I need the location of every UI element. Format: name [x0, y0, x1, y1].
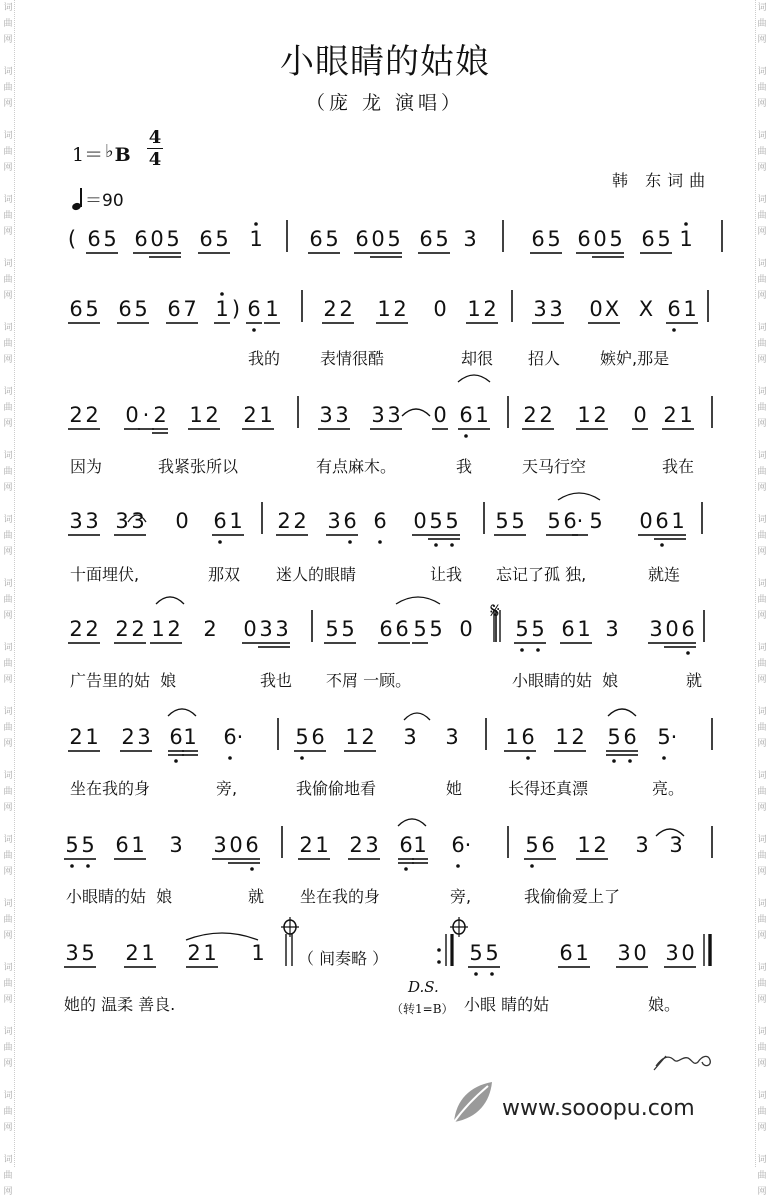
- score-note: 0: [633, 403, 647, 427]
- score-note: 6: [667, 297, 681, 321]
- slur: [404, 713, 430, 720]
- score-note: 2: [243, 403, 257, 427]
- score-note: 2: [593, 833, 607, 857]
- flat-sign: ♭: [105, 141, 114, 162]
- lyric: 我偷偷爱上了: [524, 887, 621, 906]
- score-note: 6: [87, 227, 101, 251]
- score-note: 1: [183, 725, 197, 749]
- score-note: 5: [495, 509, 509, 533]
- lyric: 十面埋伏,: [70, 565, 140, 584]
- lyric: 她: [446, 779, 463, 798]
- key-note: B: [114, 144, 131, 166]
- lyric: 我: [456, 457, 473, 476]
- lyric: 不屑 一顾。: [326, 671, 412, 690]
- lyric: 她的 温柔 善良.: [64, 995, 176, 1014]
- score-note: 3: [605, 617, 619, 641]
- lyric: 旁,: [450, 887, 472, 906]
- score-note: 5: [166, 227, 180, 251]
- slur: [402, 409, 430, 416]
- score-note: 1: [679, 403, 693, 427]
- lyric: 小眼睛的姑 娘: [512, 671, 619, 690]
- octave-dot: [526, 756, 530, 760]
- performer-line: （庞 龙 演唱）: [305, 92, 465, 114]
- score-note: 2: [361, 725, 375, 749]
- score-note: 2: [69, 617, 83, 641]
- score-note: 0: [589, 297, 603, 321]
- octave-dot: [70, 864, 74, 868]
- score-note: 2: [121, 725, 135, 749]
- lyric: 迷人的眼睛: [276, 565, 357, 584]
- score-note: 3: [327, 509, 341, 533]
- score-note: 2: [323, 297, 337, 321]
- score-note: 3: [275, 617, 289, 641]
- score-note: 6: [655, 509, 669, 533]
- score-note: ): [231, 297, 241, 321]
- octave-dot: [220, 292, 224, 296]
- interlude-note: （ 间奏略 ）: [298, 949, 389, 968]
- score-note: 6: [343, 509, 357, 533]
- lyric: 就: [686, 671, 703, 690]
- octave-dot: [86, 864, 90, 868]
- octave-dot: [464, 434, 468, 438]
- score-note: 3: [617, 941, 631, 965]
- score-note: 5: [341, 617, 355, 641]
- score-note: 2: [167, 617, 181, 641]
- score-note: 1: [577, 403, 591, 427]
- score-note: 6: [531, 227, 545, 251]
- score-note: 1: [505, 725, 519, 749]
- tempo-value: ＝90: [85, 191, 124, 211]
- dal-segno-label: D.S.: [408, 978, 439, 996]
- score-note: 2: [539, 403, 553, 427]
- score-note: 3: [445, 725, 459, 749]
- score-note: 1: [203, 941, 217, 965]
- score-note: 6: [118, 297, 132, 321]
- score-note: 2: [153, 403, 167, 427]
- score-note: 0: [681, 941, 695, 965]
- lyric: 旁,: [216, 779, 238, 798]
- score-note: 6: [373, 509, 387, 533]
- score-note: 3: [169, 833, 183, 857]
- score-note: 5: [515, 617, 529, 641]
- lyric: 我偷偷地看: [296, 779, 377, 798]
- octave-dot: [612, 759, 616, 763]
- score-note: 2: [339, 297, 353, 321]
- score-note: 1: [131, 833, 145, 857]
- score-note: 3: [387, 403, 401, 427]
- key-prefix: 1＝: [72, 144, 104, 166]
- octave-dot: [404, 867, 408, 871]
- score-note: 1: [467, 297, 481, 321]
- score-note: 2: [69, 403, 83, 427]
- score-note: 5: [103, 227, 117, 251]
- score-note: 0: [413, 509, 427, 533]
- octave-dot: [490, 972, 494, 976]
- lyric: 却很: [461, 349, 494, 368]
- score-note: 6: [563, 509, 577, 533]
- score-note: 2: [571, 725, 585, 749]
- score-note: 5: [485, 941, 499, 965]
- score-note: 5: [525, 833, 539, 857]
- score-note: 3: [85, 509, 99, 533]
- score-note: 2: [523, 403, 537, 427]
- score-note: 6: [167, 297, 181, 321]
- score-note: 3: [115, 509, 129, 533]
- score-note: 2: [69, 725, 83, 749]
- score-note: 5: [215, 227, 229, 251]
- watermark-strip-left: 词 曲 网 词 曲 网 词 曲 网 词 曲 网 词 曲 网 词 曲 网 词 曲 网 词 曲 网 词 曲 网 词 曲 网 词 曲 网 词 曲 网 词 曲 网 词 曲 网 词 曲 网 词 曲 网 词 曲 网 词 曲 网 词 曲 网: [2, 0, 15, 1167]
- score-note: 6: [577, 227, 591, 251]
- score-note: 0: [665, 617, 679, 641]
- slur: [608, 709, 636, 716]
- score-note: 2: [299, 833, 313, 857]
- score-note: 5: [445, 509, 459, 533]
- score-note: 6: [623, 725, 637, 749]
- score-note: 0: [639, 509, 653, 533]
- octave-dot: [536, 648, 540, 652]
- lyric: 我也: [260, 671, 293, 690]
- score-note: 6: [521, 725, 535, 749]
- score-note: 5: [469, 941, 483, 965]
- score-note: 0: [175, 509, 189, 533]
- score-note: 2: [205, 403, 219, 427]
- lyric: 我的: [248, 349, 281, 368]
- lyric: 我紧张所以: [158, 457, 239, 476]
- score-note: 1: [189, 403, 203, 427]
- octave-dot: [662, 756, 666, 760]
- lyric: 那双: [208, 565, 241, 584]
- score-note: 0: [593, 227, 607, 251]
- score-note: 6: [115, 833, 129, 857]
- octave-dot: [250, 867, 254, 871]
- score-note: 5: [81, 833, 95, 857]
- score-note: 0: [459, 617, 473, 641]
- score-note: 3: [335, 403, 349, 427]
- score-note: 5: [531, 617, 545, 641]
- octave-dot: [252, 328, 256, 332]
- lyric: 广告里的姑 娘: [70, 671, 177, 690]
- score-note: 0: [633, 941, 647, 965]
- score-note: 3: [259, 617, 273, 641]
- score-note: 1: [575, 941, 589, 965]
- score-note: 6: [247, 297, 261, 321]
- score-note: 3: [137, 725, 151, 749]
- signature-icon: [652, 1044, 722, 1074]
- lyric: 小眼 睛的姑: [464, 995, 550, 1014]
- score-note: 2: [131, 617, 145, 641]
- score-note: 2: [349, 833, 363, 857]
- transpose-note: （转1=B）: [391, 1002, 454, 1016]
- score-note: 6: [459, 403, 473, 427]
- score-note: 1: [251, 941, 265, 965]
- score-note: 3: [533, 297, 547, 321]
- score-note: 2: [85, 403, 99, 427]
- octave-dot: [456, 864, 460, 868]
- score-note: 5: [387, 227, 401, 251]
- score-note: 2: [187, 941, 201, 965]
- segno-sign: 𝄋: [490, 599, 500, 624]
- score-note: X: [638, 297, 654, 321]
- leaf-logo-icon: [448, 1078, 498, 1128]
- score-note: 1: [377, 297, 391, 321]
- score-note: 1: [315, 833, 329, 857]
- score-note: 3: [649, 617, 663, 641]
- score-note: 3: [319, 403, 333, 427]
- watermark-strip-right: 词 曲 网 词 曲 网 词 曲 网 词 曲 网 词 曲 网 词 曲 网 词 曲 网 词 曲 网 词 曲 网 词 曲 网 词 曲 网 词 曲 网 词 曲 网 词 曲 网 词 曲 网 词 曲 网 词 曲 网 词 曲 网 词 曲 网: [755, 0, 768, 1167]
- score-note: 5: [429, 617, 443, 641]
- score-note: ·: [464, 833, 472, 857]
- score-note: 3: [463, 227, 477, 251]
- octave-dot: [520, 648, 524, 652]
- score-note: (: [67, 227, 77, 251]
- score-note: 1: [259, 403, 273, 427]
- score-note: 5: [429, 509, 443, 533]
- octave-dot: [450, 543, 454, 547]
- score-note: 5: [435, 227, 449, 251]
- score-note: 5: [295, 725, 309, 749]
- lyric: 我在: [662, 457, 695, 476]
- lyric: 忘记了孤 独,: [496, 565, 587, 584]
- lyric: 娘。: [648, 995, 681, 1014]
- score-note: 6: [169, 725, 183, 749]
- octave-dot: [474, 972, 478, 976]
- score-note: 6: [213, 509, 227, 533]
- octave-dot: [300, 756, 304, 760]
- score-note: 6: [559, 941, 573, 965]
- score-note: 5: [85, 297, 99, 321]
- score-note: ·: [670, 725, 678, 749]
- octave-dot: [530, 864, 534, 868]
- score-note: 5: [657, 725, 671, 749]
- lyric: 招人: [528, 349, 561, 368]
- score-note: 1: [85, 725, 99, 749]
- lyric: 表情很酷: [320, 349, 385, 368]
- score-note: 5: [325, 617, 339, 641]
- lyric: 就: [248, 887, 265, 906]
- score-note: 6: [395, 617, 409, 641]
- score-note: 0: [150, 227, 164, 251]
- score-note: 5: [81, 941, 95, 965]
- score-note: 0: [125, 403, 139, 427]
- score-note: 0: [433, 403, 447, 427]
- score-note: 3: [365, 833, 379, 857]
- slur: [156, 597, 184, 604]
- score-note: 5: [511, 509, 525, 533]
- score-note: 6: [199, 227, 213, 251]
- song-title: 小眼睛的姑娘: [280, 42, 490, 82]
- score-note: 6: [379, 617, 393, 641]
- score-note: 6: [641, 227, 655, 251]
- score-note: 3: [65, 941, 79, 965]
- score-note: 1: [679, 227, 693, 251]
- score-note: 1: [345, 725, 359, 749]
- score-note: 2: [277, 509, 291, 533]
- score-note: 6: [311, 725, 325, 749]
- score-note: 1: [555, 725, 569, 749]
- octave-dot: [437, 948, 441, 952]
- slur: [186, 933, 258, 940]
- score-note: 1: [577, 617, 591, 641]
- score-note: 3: [131, 509, 145, 533]
- octave-dot: [378, 540, 382, 544]
- score-note: 1: [671, 509, 685, 533]
- score-note: 3: [665, 941, 679, 965]
- score-note: 5: [547, 227, 561, 251]
- score-note: 3: [69, 509, 83, 533]
- lyric: 让我: [430, 565, 463, 584]
- octave-dot: [672, 328, 676, 332]
- score-note: 5: [65, 833, 79, 857]
- lyric: 坐在我的身: [70, 779, 151, 798]
- octave-dot: [686, 651, 690, 655]
- score-note: 7: [183, 297, 197, 321]
- score-note: ·: [236, 725, 244, 749]
- slur: [396, 597, 440, 604]
- octave-dot: [628, 759, 632, 763]
- score-note: 1: [215, 297, 229, 321]
- score-note: 6: [134, 227, 148, 251]
- octave-dot: [684, 222, 688, 226]
- score-note: 3: [213, 833, 227, 857]
- score-note: 1: [413, 833, 427, 857]
- lyric: 坐在我的身: [300, 887, 381, 906]
- score-note: 6: [69, 297, 83, 321]
- slur: [168, 709, 196, 716]
- lyric: 长得还真漂: [508, 779, 589, 798]
- score-note: 6: [681, 617, 695, 641]
- score-note: 5: [609, 227, 623, 251]
- score-note: X: [604, 297, 620, 321]
- lyric: 嫉妒,那是: [600, 349, 670, 368]
- octave-dot: [228, 756, 232, 760]
- octave-dot: [218, 540, 222, 544]
- lyric: 有点麻木。: [316, 457, 397, 476]
- score-note: 3: [635, 833, 649, 857]
- score-note: 2: [115, 617, 129, 641]
- score-note: 5: [134, 297, 148, 321]
- score-note: 1: [475, 403, 489, 427]
- octave-dot: [434, 543, 438, 547]
- website-url: www.sooopu.com: [502, 1096, 695, 1121]
- octave-dot: [348, 540, 352, 544]
- score-note: 3: [549, 297, 563, 321]
- score-note: 6: [451, 833, 465, 857]
- score-note: 6: [399, 833, 413, 857]
- score-note: 5: [547, 509, 561, 533]
- score-note: 5: [589, 509, 603, 533]
- credit-line: 韩 东词曲: [612, 171, 712, 190]
- score-note: 2: [293, 509, 307, 533]
- score-note: 3: [371, 403, 385, 427]
- score-note: 1: [683, 297, 697, 321]
- lyric: 亮。: [652, 779, 685, 798]
- lyric: 小眼睛的姑 娘: [66, 887, 173, 906]
- score-note: 5: [607, 725, 621, 749]
- score-note: 3: [669, 833, 683, 857]
- octave-dot: [254, 222, 258, 226]
- score-note: 1: [151, 617, 165, 641]
- score-note: 0: [229, 833, 243, 857]
- score-note: 2: [483, 297, 497, 321]
- slur: [398, 819, 426, 826]
- score-note: 0: [433, 297, 447, 321]
- score-note: 1: [265, 297, 279, 321]
- score-note: 5: [657, 227, 671, 251]
- score-note: 2: [663, 403, 677, 427]
- slur: [558, 493, 600, 500]
- score-note: ·: [576, 509, 584, 533]
- score-note: 1: [249, 227, 263, 251]
- score-note: 6: [355, 227, 369, 251]
- time-signature-top: 4: [148, 127, 162, 148]
- octave-dot: [437, 960, 441, 964]
- score-note: 1: [229, 509, 243, 533]
- score-note: 2: [393, 297, 407, 321]
- score-note: 6: [561, 617, 575, 641]
- score-note: 5: [325, 227, 339, 251]
- score-note: 5: [413, 617, 427, 641]
- score-note: 2: [85, 617, 99, 641]
- score-note: 6: [245, 833, 259, 857]
- score-note: 2: [203, 617, 217, 641]
- score-note: 6: [419, 227, 433, 251]
- score-note: 1: [577, 833, 591, 857]
- lyric: 因为: [70, 457, 103, 476]
- score-note: 6: [309, 227, 323, 251]
- score-note: 2: [593, 403, 607, 427]
- score-note: 6: [541, 833, 555, 857]
- slur: [458, 375, 490, 382]
- score-note: 2: [125, 941, 139, 965]
- score-note: 0: [243, 617, 257, 641]
- time-signature-bottom: 4: [148, 149, 162, 170]
- octave-dot: [174, 759, 178, 763]
- score-note: 0: [371, 227, 385, 251]
- score-note: 1: [141, 941, 155, 965]
- score-note: 6: [223, 725, 237, 749]
- lyric: 天马行空: [522, 457, 587, 476]
- score-note: ·: [142, 403, 150, 427]
- score-note: 3: [403, 725, 417, 749]
- lyric: 就连: [648, 565, 681, 584]
- octave-dot: [660, 543, 664, 547]
